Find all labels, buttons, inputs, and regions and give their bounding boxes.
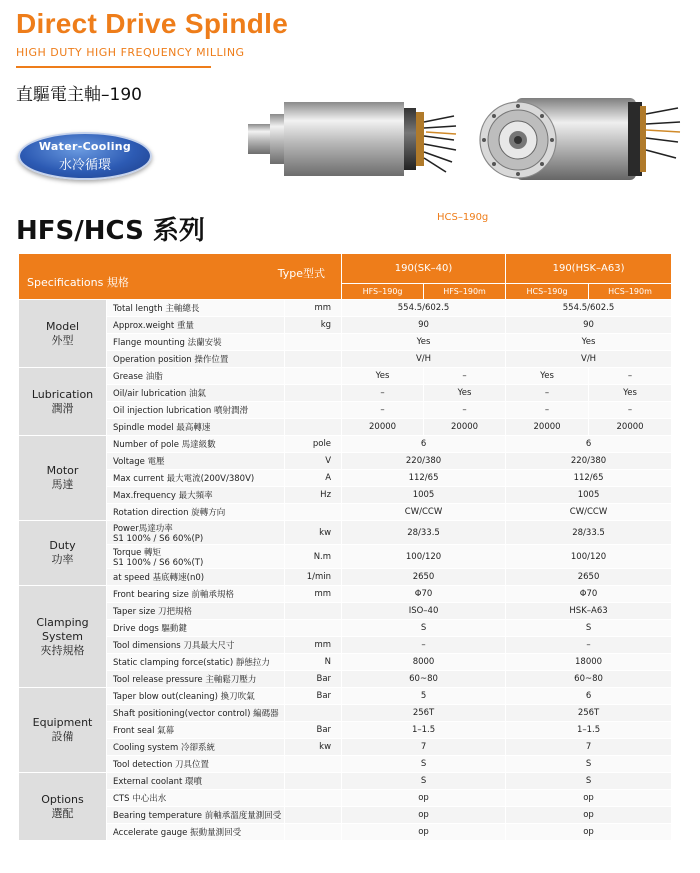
spec-value-sk40: CW/CCW xyxy=(342,504,506,521)
spec-name xyxy=(107,824,285,841)
spec-value: Yes xyxy=(506,368,589,385)
spec-value-hsk-a63: op xyxy=(506,790,672,807)
spec-unit: mm xyxy=(285,637,342,654)
spec-unit: mm xyxy=(285,300,342,317)
spec-name xyxy=(107,419,285,436)
spec-name xyxy=(107,300,285,317)
spec-value-hsk-a63: 256T xyxy=(506,705,672,722)
spec-name xyxy=(107,722,285,739)
spec-row-flange xyxy=(19,334,672,351)
spec-value-sk40: V/H xyxy=(342,351,506,368)
spec-value-hsk-a63: 2650 xyxy=(506,569,672,586)
spec-row-tool-dim xyxy=(19,637,672,654)
spec-row-torque xyxy=(19,545,672,569)
spec-unit xyxy=(285,385,342,402)
section-equipment xyxy=(19,688,107,773)
section-label-line: 功率 xyxy=(51,553,74,566)
spec-unit xyxy=(285,368,342,385)
spec-name-text: Voltage 電壓 xyxy=(113,457,165,467)
spec-name xyxy=(107,521,285,545)
spec-value-sk40: 256T xyxy=(342,705,506,722)
spec-value-hsk-a63: 7 xyxy=(506,739,672,756)
spec-value: 20000 xyxy=(342,419,424,436)
spec-value: – xyxy=(342,402,424,419)
spindle-front-view-image xyxy=(478,84,682,192)
spec-value-sk40: S xyxy=(342,620,506,637)
spec-value-hsk-a63: S xyxy=(506,756,672,773)
spec-name-text: Max current 最大電流(200V/380V) xyxy=(113,474,255,484)
spec-value-hsk-a63: Φ70 xyxy=(506,586,672,603)
series-title: HFS/HCS 系列 xyxy=(16,216,205,246)
spec-name-text: Rotation direction 旋轉方向 xyxy=(113,508,226,518)
spec-value-sk40: 112/65 xyxy=(342,470,506,487)
spec-header-cell xyxy=(19,254,342,300)
spec-unit: V xyxy=(285,453,342,470)
spec-value-sk40: Φ70 xyxy=(342,586,506,603)
spec-unit xyxy=(285,807,342,824)
model-line: 直驅電主軸–190 xyxy=(16,85,142,105)
section-label-line: Equipment xyxy=(32,716,93,729)
spec-value-hsk-a63: 554.5/602.5 xyxy=(506,300,672,317)
section-label-line: Clamping xyxy=(36,615,89,629)
section-label-line: 潤滑 xyxy=(51,401,74,415)
spec-row-front-seal xyxy=(19,722,672,739)
spec-value-hsk-a63: 90 xyxy=(506,317,672,334)
spec-name xyxy=(107,317,285,334)
spec-row-tool-detect xyxy=(19,756,672,773)
spec-value: 20000 xyxy=(424,419,506,436)
product-caption: HCS–190g xyxy=(437,212,489,223)
badge-line-1: Water-Cooling xyxy=(38,139,132,153)
spec-name xyxy=(107,773,285,790)
spec-value-hsk-a63: 100/120 xyxy=(506,545,672,569)
spec-value-hsk-a63: 1–1.5 xyxy=(506,722,672,739)
spec-value-sk40: op xyxy=(342,824,506,841)
spec-value-sk40: 8000 xyxy=(342,654,506,671)
spec-name-text: Taper size 刀把規格 xyxy=(113,607,192,617)
spec-value-sk40: 5 xyxy=(342,688,506,705)
spec-name xyxy=(107,351,285,368)
spec-name-text: Cooling system 冷卻系統 xyxy=(113,743,215,753)
spec-value-hsk-a63: 6 xyxy=(506,436,672,453)
spec-value-sk40: 100/120 xyxy=(342,545,506,569)
spec-name-text: Tool detection 刀具位置 xyxy=(113,760,210,770)
model-hfs-190g: HFS–190g xyxy=(342,284,424,300)
spec-value-sk40: 1005 xyxy=(342,487,506,504)
spec-value: – xyxy=(342,385,424,402)
spec-name xyxy=(107,807,285,824)
spec-name xyxy=(107,688,285,705)
spec-row-release xyxy=(19,671,672,688)
spindle-side-view-image xyxy=(240,88,460,188)
spec-row-bearing-temp xyxy=(19,807,672,824)
spec-unit: N xyxy=(285,654,342,671)
title-underline xyxy=(16,66,211,68)
spec-value: Yes xyxy=(424,385,506,402)
spec-name-text: Approx.weight 重量 xyxy=(113,321,194,331)
spec-name-text: Oil/air lubrication 油氣 xyxy=(113,389,206,399)
spec-value-hsk-a63: – xyxy=(506,637,672,654)
section-label-line: Model xyxy=(45,319,80,333)
spec-table xyxy=(18,253,672,841)
spec-name xyxy=(107,739,285,756)
spec-name-text: Oil injection lubrication 噴射潤滑 xyxy=(113,406,248,416)
spec-row-oil-injection xyxy=(19,402,672,419)
spec-name-text: Total length 主軸總長 xyxy=(113,304,200,314)
spec-name xyxy=(107,790,285,807)
spec-name xyxy=(107,334,285,351)
model-hcs-190m: HCS–190m xyxy=(589,284,672,300)
spec-value-sk40: S xyxy=(342,756,506,773)
spec-value: – xyxy=(424,402,506,419)
model-hcs-190g: HCS–190g xyxy=(506,284,589,300)
page-title: Direct Drive Spindle xyxy=(16,8,289,39)
spec-name xyxy=(107,385,285,402)
spec-value-sk40: Yes xyxy=(342,334,506,351)
spec-label: Specifications 規格 xyxy=(27,276,129,289)
spec-value-hsk-a63: S xyxy=(506,773,672,790)
spec-name-text: Taper blow out(cleaning) 換刀吹氣 xyxy=(113,692,255,702)
spec-row-spindle-model xyxy=(19,419,672,436)
spec-value: – xyxy=(506,385,589,402)
spec-value-hsk-a63: op xyxy=(506,807,672,824)
spec-name xyxy=(107,586,285,603)
spec-row-max-current xyxy=(19,470,672,487)
spec-name xyxy=(107,756,285,773)
spec-value-sk40: 220/380 xyxy=(342,453,506,470)
spec-unit: kg xyxy=(285,317,342,334)
badge-line-2: 水冷循環 xyxy=(58,157,111,173)
section-label-line: 馬達 xyxy=(51,478,74,491)
spec-value: – xyxy=(506,402,589,419)
spec-unit xyxy=(285,351,342,368)
spec-name-text: Spindle model 最高轉速 xyxy=(113,423,211,433)
spec-value-sk40: 554.5/602.5 xyxy=(342,300,506,317)
spec-unit xyxy=(285,756,342,773)
spec-unit: A xyxy=(285,470,342,487)
section-clamping xyxy=(19,586,107,688)
spec-value-sk40: 90 xyxy=(342,317,506,334)
spec-value-sk40: – xyxy=(342,637,506,654)
spec-value-hsk-a63: CW/CCW xyxy=(506,504,672,521)
spec-name-text: Accelerate gauge 振動量測回受 xyxy=(113,828,242,838)
spec-name xyxy=(107,504,285,521)
spec-value: 20000 xyxy=(589,419,672,436)
spec-name-text: Torque 轉矩 xyxy=(113,547,162,558)
spec-name-text: Grease 油脂 xyxy=(113,372,163,382)
spec-value-hsk-a63: HSK–A63 xyxy=(506,603,672,620)
spec-value-hsk-a63: Yes xyxy=(506,334,672,351)
spec-unit xyxy=(285,773,342,790)
spec-value-hsk-a63: 18000 xyxy=(506,654,672,671)
section-lubrication xyxy=(19,368,107,436)
spec-value-sk40: ISO–40 xyxy=(342,603,506,620)
spec-unit xyxy=(285,705,342,722)
spec-value: – xyxy=(424,368,506,385)
section-label-line: 外型 xyxy=(51,333,74,347)
spec-unit xyxy=(285,790,342,807)
section-label-line: 設備 xyxy=(51,730,74,743)
spec-name-text: Front bearing size 前軸承規格 xyxy=(113,590,235,600)
spec-name-text: Flange mounting 法蘭安裝 xyxy=(113,338,222,348)
spec-value-sk40: 2650 xyxy=(342,569,506,586)
spec-row-accel-gauge xyxy=(19,824,672,841)
spec-row-pole xyxy=(19,436,672,453)
spec-value-hsk-a63: 60~80 xyxy=(506,671,672,688)
spec-row-shaft-pos xyxy=(19,705,672,722)
spec-unit xyxy=(285,504,342,521)
spec-value-sk40: op xyxy=(342,790,506,807)
spec-name-text: Drive dogs 驅動鍵 xyxy=(113,624,187,634)
spec-row-voltage xyxy=(19,453,672,470)
spec-name xyxy=(107,487,285,504)
section-label-line: Lubrication xyxy=(31,387,94,401)
spec-row-weight xyxy=(19,317,672,334)
spec-name xyxy=(107,569,285,586)
spec-row-oil-air xyxy=(19,385,672,402)
group-sk40: 190(SK–40) xyxy=(342,254,506,284)
spec-value: – xyxy=(589,402,672,419)
spec-unit: Hz xyxy=(285,487,342,504)
spec-name-text: Tool dimensions 刀具最大尺寸 xyxy=(113,641,235,651)
spec-name-text: Operation position 操作位置 xyxy=(113,355,229,365)
spec-row-taper xyxy=(19,603,672,620)
spec-value-hsk-a63: 1005 xyxy=(506,487,672,504)
spec-name xyxy=(107,436,285,453)
spec-unit: Bar xyxy=(285,688,342,705)
spec-value-sk40: 28/33.5 xyxy=(342,521,506,545)
spec-unit xyxy=(285,620,342,637)
spec-name-text: External coolant 環噴 xyxy=(113,777,203,787)
spec-unit: Bar xyxy=(285,722,342,739)
spec-name-text: Tool release pressure 主軸鬆刀壓力 xyxy=(113,675,257,685)
spec-row-total-length xyxy=(19,300,672,317)
spec-row-front-bearing xyxy=(19,586,672,603)
spec-unit: 1/min xyxy=(285,569,342,586)
spec-unit: N.m xyxy=(285,545,342,569)
spec-unit xyxy=(285,603,342,620)
spec-name xyxy=(107,654,285,671)
spec-row-drive-dogs xyxy=(19,620,672,637)
spec-unit xyxy=(285,824,342,841)
spec-name-text: Power馬達功率 xyxy=(113,523,173,534)
spec-unit xyxy=(285,334,342,351)
spec-unit: pole xyxy=(285,436,342,453)
spec-name xyxy=(107,637,285,654)
spec-row-ext-coolant xyxy=(19,773,672,790)
spec-value-sk40: 6 xyxy=(342,436,506,453)
spec-name-text: Bearing temperature 前軸承溫度量測回受 xyxy=(113,811,282,821)
spec-value: 20000 xyxy=(506,419,589,436)
section-label-line: 夾持規格 xyxy=(40,643,85,657)
spec-value-sk40: S xyxy=(342,773,506,790)
section-label-line: 選配 xyxy=(51,806,74,820)
section-label-line: Motor xyxy=(46,464,79,477)
section-model xyxy=(19,300,107,368)
section-duty xyxy=(19,521,107,586)
spec-name xyxy=(107,620,285,637)
spec-value-sk40: 1–1.5 xyxy=(342,722,506,739)
spec-unit: Bar xyxy=(285,671,342,688)
model-hfs-190m: HFS–190m xyxy=(424,284,506,300)
spec-value-sk40: 60~80 xyxy=(342,671,506,688)
spec-name-subtext: S1 100% / S6 60%(T) xyxy=(113,557,204,568)
spec-name-subtext: S1 100% / S6 60%(P) xyxy=(113,533,204,544)
section-label-line: Duty xyxy=(49,539,76,552)
spec-value-sk40: 7 xyxy=(342,739,506,756)
water-cooling-badge xyxy=(18,132,152,180)
spec-name xyxy=(107,368,285,385)
section-motor xyxy=(19,436,107,521)
spec-name-text: Shaft positioning(vector control) 編碼器 xyxy=(113,709,279,719)
spec-name xyxy=(107,453,285,470)
spec-row-grease xyxy=(19,368,672,385)
spec-row-taper-blow xyxy=(19,688,672,705)
spec-value: – xyxy=(589,368,672,385)
spec-row-clamp-force xyxy=(19,654,672,671)
spec-name-text: Front seal 氣幕 xyxy=(113,726,175,736)
spec-row-operation xyxy=(19,351,672,368)
section-label-line: Options xyxy=(41,792,84,806)
spec-name xyxy=(107,470,285,487)
spec-name-text: Max.frequency 最大頻率 xyxy=(113,491,213,501)
spec-unit xyxy=(285,402,342,419)
spec-value-hsk-a63: 6 xyxy=(506,688,672,705)
spec-row-rotation xyxy=(19,504,672,521)
spec-name xyxy=(107,671,285,688)
spec-unit: kw xyxy=(285,739,342,756)
page-subtitle: HIGH DUTY HIGH FREQUENCY MILLING xyxy=(16,46,245,59)
spec-unit: mm xyxy=(285,586,342,603)
section-label-line: System xyxy=(41,629,84,643)
type-label: Type型式 xyxy=(277,267,326,280)
spec-value-hsk-a63: V/H xyxy=(506,351,672,368)
spec-unit xyxy=(285,419,342,436)
spec-name-text: Number of pole 馬達級數 xyxy=(113,440,216,450)
spec-value-hsk-a63: 112/65 xyxy=(506,470,672,487)
spec-row-cts xyxy=(19,790,672,807)
spec-row-power xyxy=(19,521,672,545)
spec-value-hsk-a63: op xyxy=(506,824,672,841)
spec-name-text: at speed 基底轉速(n0) xyxy=(113,573,205,583)
section-options xyxy=(19,773,107,841)
spec-unit: kw xyxy=(285,521,342,545)
spec-value-sk40: op xyxy=(342,807,506,824)
spec-value-hsk-a63: S xyxy=(506,620,672,637)
spec-name xyxy=(107,603,285,620)
spec-value-hsk-a63: 28/33.5 xyxy=(506,521,672,545)
spec-row-max-freq xyxy=(19,487,672,504)
group-hsk-a63: 190(HSK–A63) xyxy=(506,254,672,284)
spec-name xyxy=(107,545,285,569)
spec-row-at-speed xyxy=(19,569,672,586)
spec-name-text: CTS 中心出水 xyxy=(113,794,167,804)
spec-value: Yes xyxy=(342,368,424,385)
spec-name-text: Static clamping force(static) 靜態拉力 xyxy=(113,658,270,668)
spec-name xyxy=(107,402,285,419)
spec-value-hsk-a63: 220/380 xyxy=(506,453,672,470)
spec-value: Yes xyxy=(589,385,672,402)
spec-row-cooling xyxy=(19,739,672,756)
spec-name xyxy=(107,705,285,722)
